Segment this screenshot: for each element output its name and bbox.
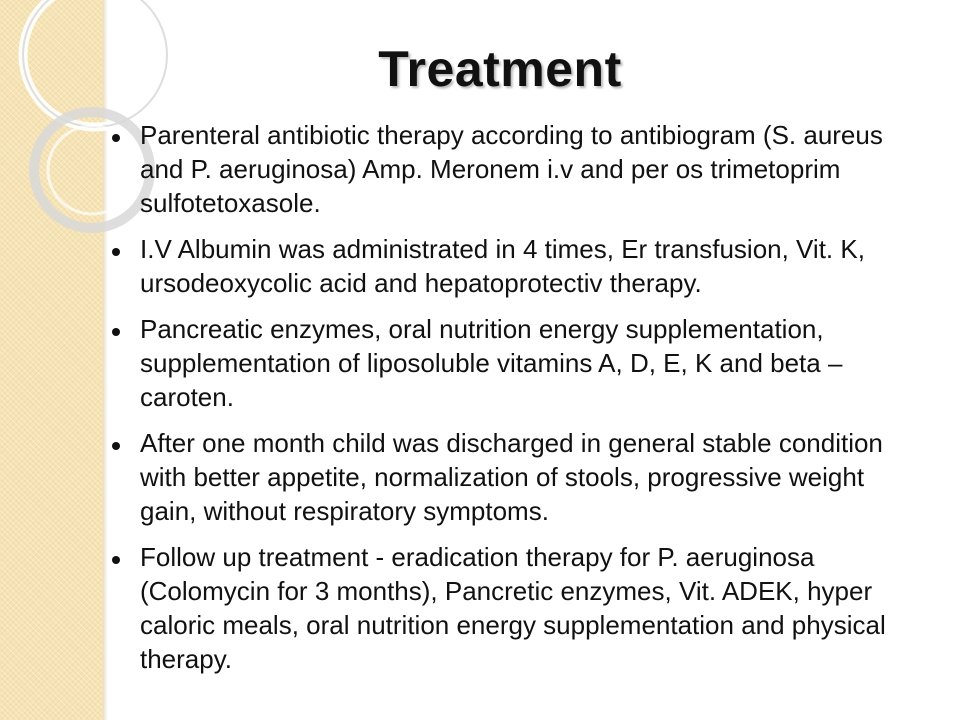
bullet-item-antibiotic-therapy xyxy=(110,118,925,220)
bullet-text: Parenteral antibiotic therapy according to antibiogram (S. aureus and P. aeruginosa) Amp. Meronem i.v and per os trimetoprim sulfotetoxasole. xyxy=(140,120,883,218)
bullet-item-albumin xyxy=(110,232,925,300)
bullet-dot-icon xyxy=(112,442,120,450)
treatment-bullet-list xyxy=(110,118,925,688)
bullet-dot-icon xyxy=(112,328,120,336)
bullet-text: After one month child was discharged in general stable condition with better appetite, normalization of stools, progressive weight gain, without respiratory symptoms. xyxy=(140,428,883,526)
bullet-dot-icon xyxy=(112,248,120,256)
bullet-item-follow-up xyxy=(110,540,925,676)
bullet-text: Pancreatic enzymes, oral nutrition energy supplementation, supplementation of liposoluble vitamins A, D, E, K and beta – caroten. xyxy=(140,314,843,412)
bullet-item-pancreatic-enzymes xyxy=(110,312,925,414)
bullet-dot-icon xyxy=(112,556,120,564)
bullet-text: I.V Albumin was administrated in 4 times, Er transfusion, Vit. K, ursodeoxycolic acid and hepatoprotectiv therapy. xyxy=(140,234,865,298)
bullet-item-discharge xyxy=(110,426,925,528)
bullet-text: Follow up treatment - eradication therapy for P. aeruginosa (Colomycin for 3 months), Pancretic enzymes, Vit. ADEK, hyper caloric meals, oral nutrition energy supplementation and physical therapy. xyxy=(140,542,886,674)
bullet-dot-icon xyxy=(112,134,120,142)
slide-title: Treatment xyxy=(378,41,622,97)
